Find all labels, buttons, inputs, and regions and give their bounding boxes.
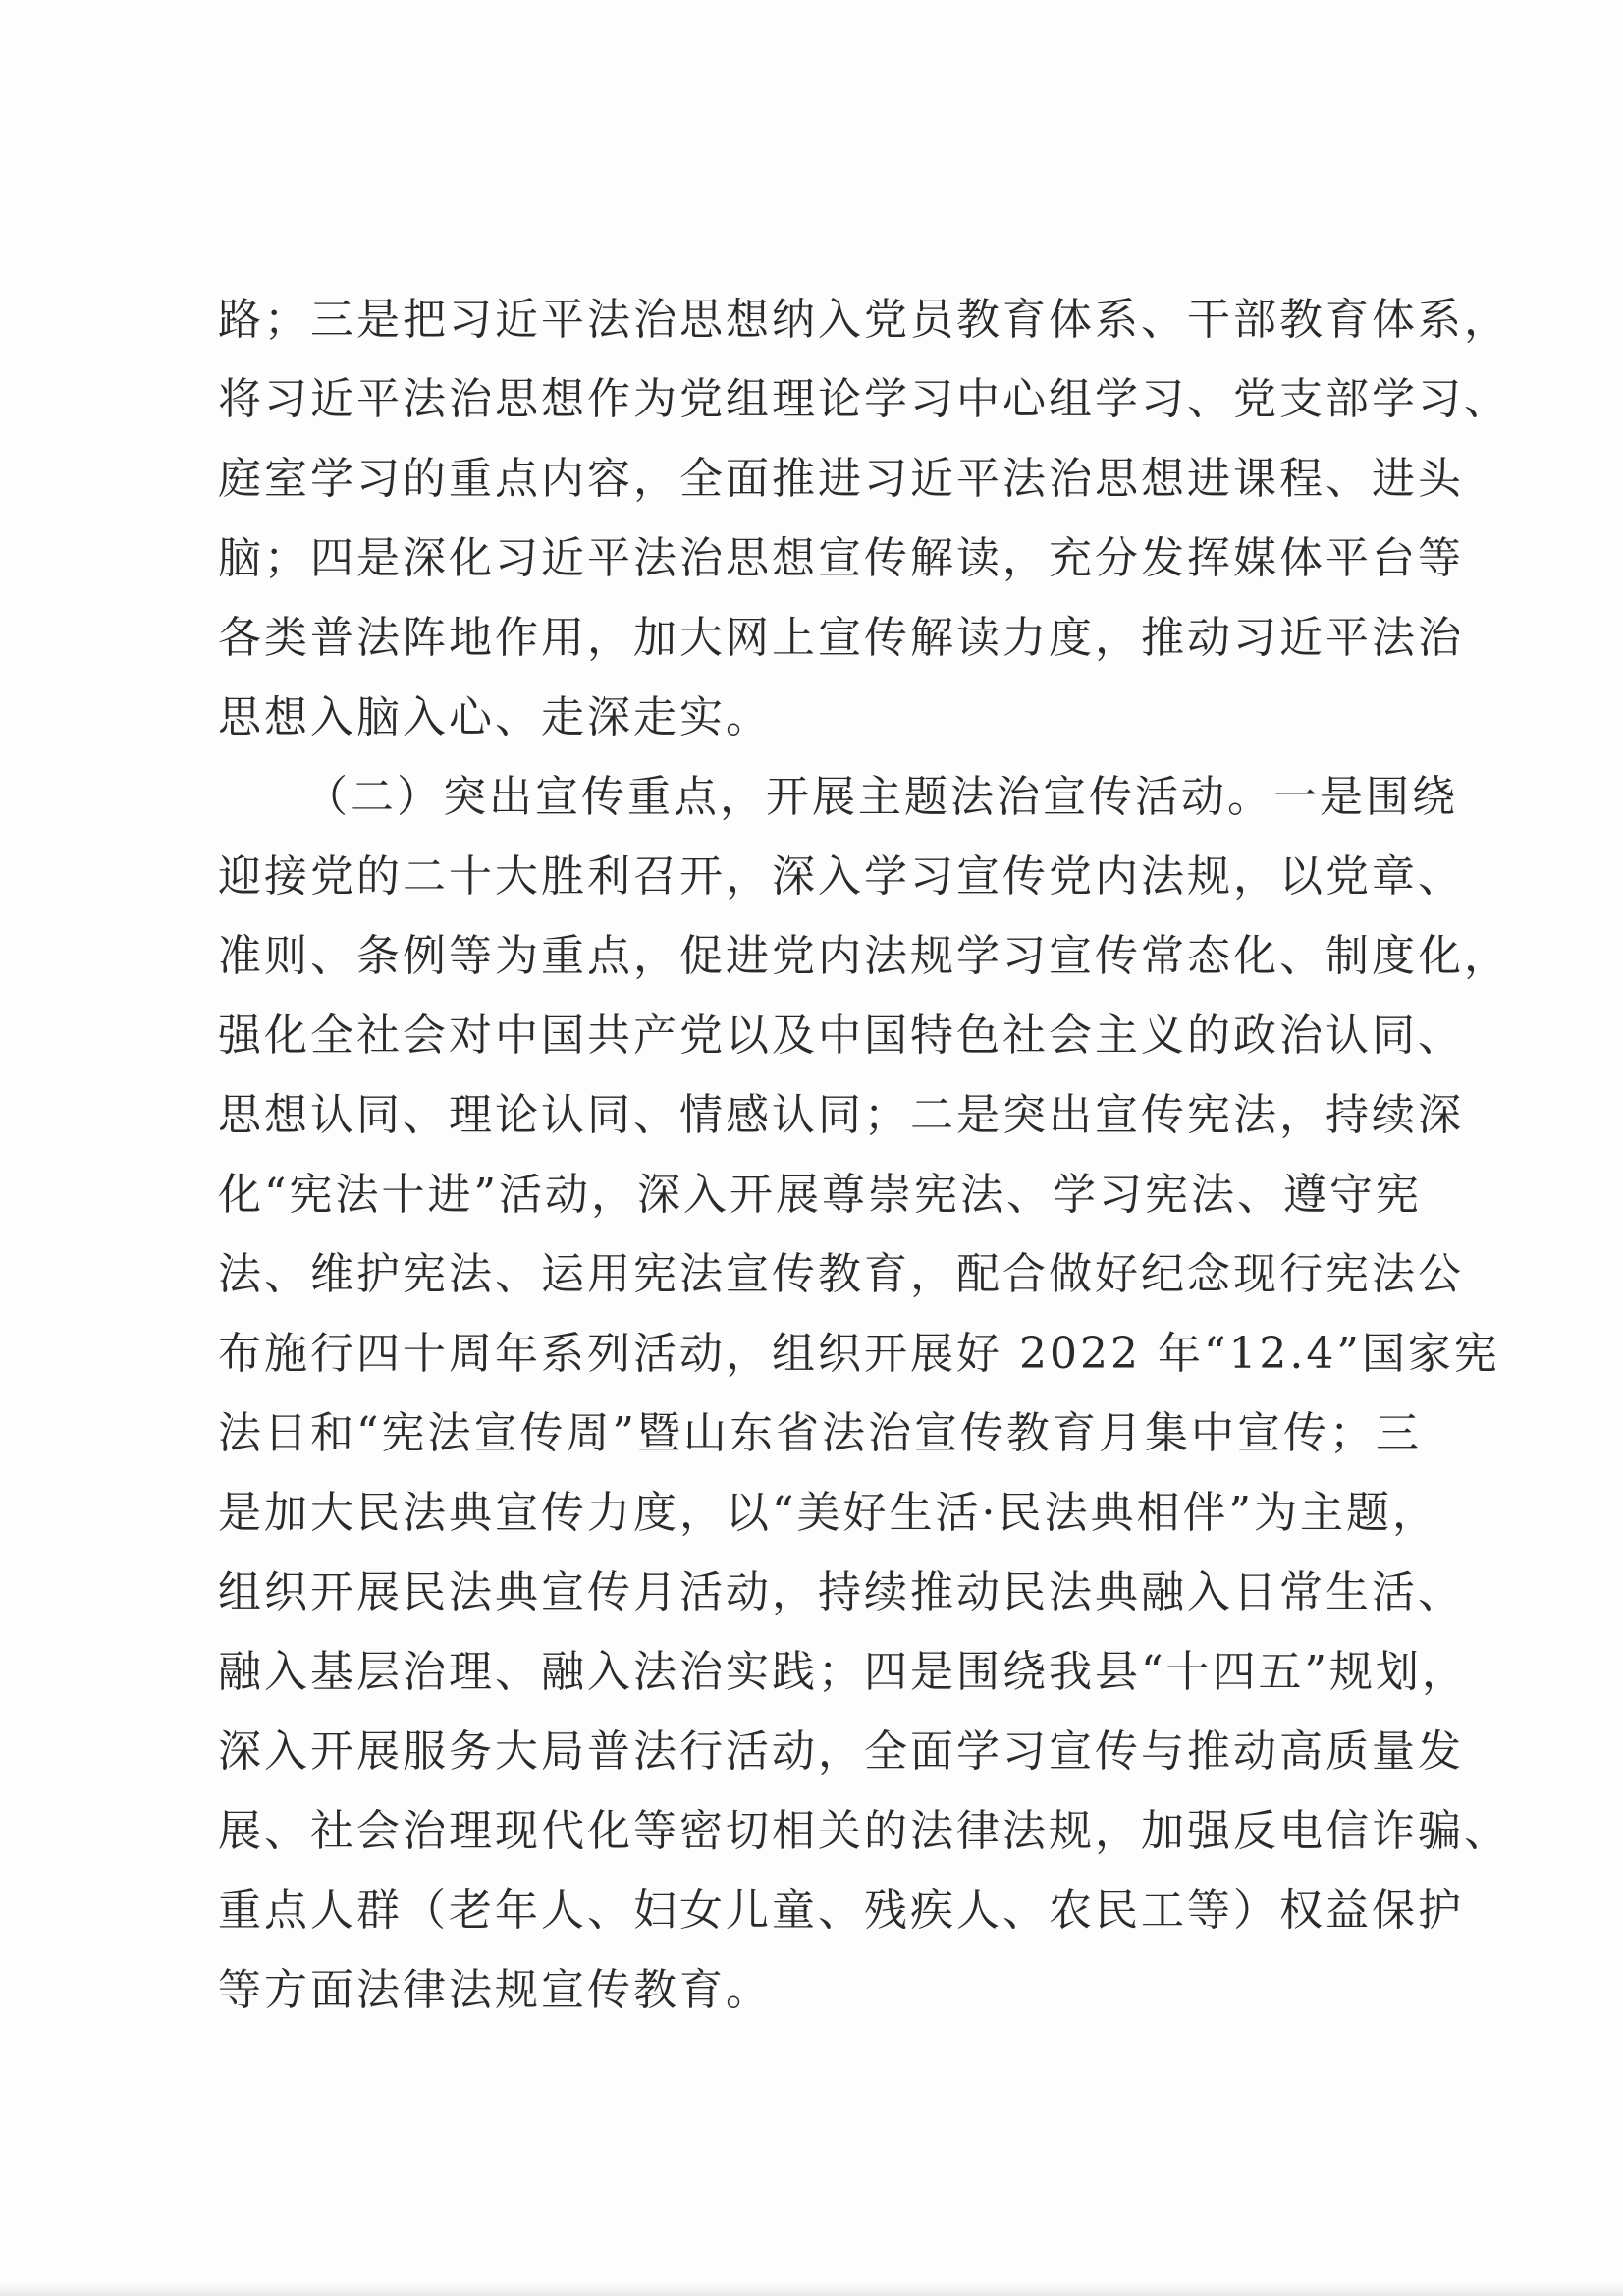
text-line: 法日和“宪法宣传周”暨山东省法治宣传教育月集中宣传；三	[218, 1408, 1422, 1458]
text-line: 融入基层治理、融入法治实践；四是围绕我县“十四五”规划，	[218, 1647, 1468, 1697]
text-line: 化“宪法十进”活动，深入开展尊崇宪法、学习宪法、遵守宪	[218, 1170, 1422, 1220]
text-line: 强化全社会对中国共产党以及中国特色社会主义的政治认同、	[218, 1011, 1464, 1061]
text-line: 深入开展服务大局普法行活动，全面学习宣传与推动高质量发	[218, 1726, 1464, 1777]
text-line: 庭室学习的重点内容，全面推进习近平法治思想进课程、进头	[218, 454, 1464, 504]
text-line: 展、社会治理现代化等密切相关的法律法规，加强反电信诈骗、	[218, 1806, 1510, 1856]
text-line: 等方面法律法规宣传教育。	[218, 1965, 772, 2015]
text-line: 法、维护宪法、运用宪法宣传教育，配合做好纪念现行宪法公	[218, 1249, 1464, 1299]
text-line: 路；三是把习近平法治思想纳入党员教育体系、干部教育体系，	[218, 295, 1510, 345]
text-line: 各类普法阵地作用，加大网上宣传解读力度，推动习近平法治	[218, 613, 1464, 663]
text-line: 准则、条例等为重点，促进党内法规学习宣传常态化、制度化，	[218, 931, 1510, 981]
text-line: 是加大民法典宣传力度，以“美好生活·民法典相伴”为主题，	[218, 1488, 1438, 1538]
text-line: 脑；四是深化习近平法治思想宣传解读，充分发挥媒体平台等	[218, 533, 1464, 583]
text-line: 思想入脑入心、走深走实。	[218, 692, 772, 742]
text-line: 布施行四十周年系列活动，组织开展好 2022 年“12.4”国家宪	[218, 1329, 1500, 1379]
section-heading-line: （二）突出宣传重点，开展主题法治宣传活动。一是围绕	[304, 772, 1458, 822]
text-line: 思想认同、理论认同、情感认同；二是突出宣传宪法，持续深	[218, 1090, 1464, 1140]
text-line: 将习近平法治思想作为党组理论学习中心组学习、党支部学习、	[218, 374, 1510, 424]
text-line: 重点人群（老年人、妇女儿童、残疾人、农民工等）权益保护	[218, 1886, 1464, 1936]
scan-edge	[0, 2282, 1623, 2296]
text-line: 组织开展民法典宣传月活动，持续推动民法典融入日常生活、	[218, 1567, 1464, 1617]
body-text	[218, 280, 1510, 2030]
text-line: 迎接党的二十大胜利召开，深入学习宣传党内法规，以党章、	[218, 851, 1464, 902]
